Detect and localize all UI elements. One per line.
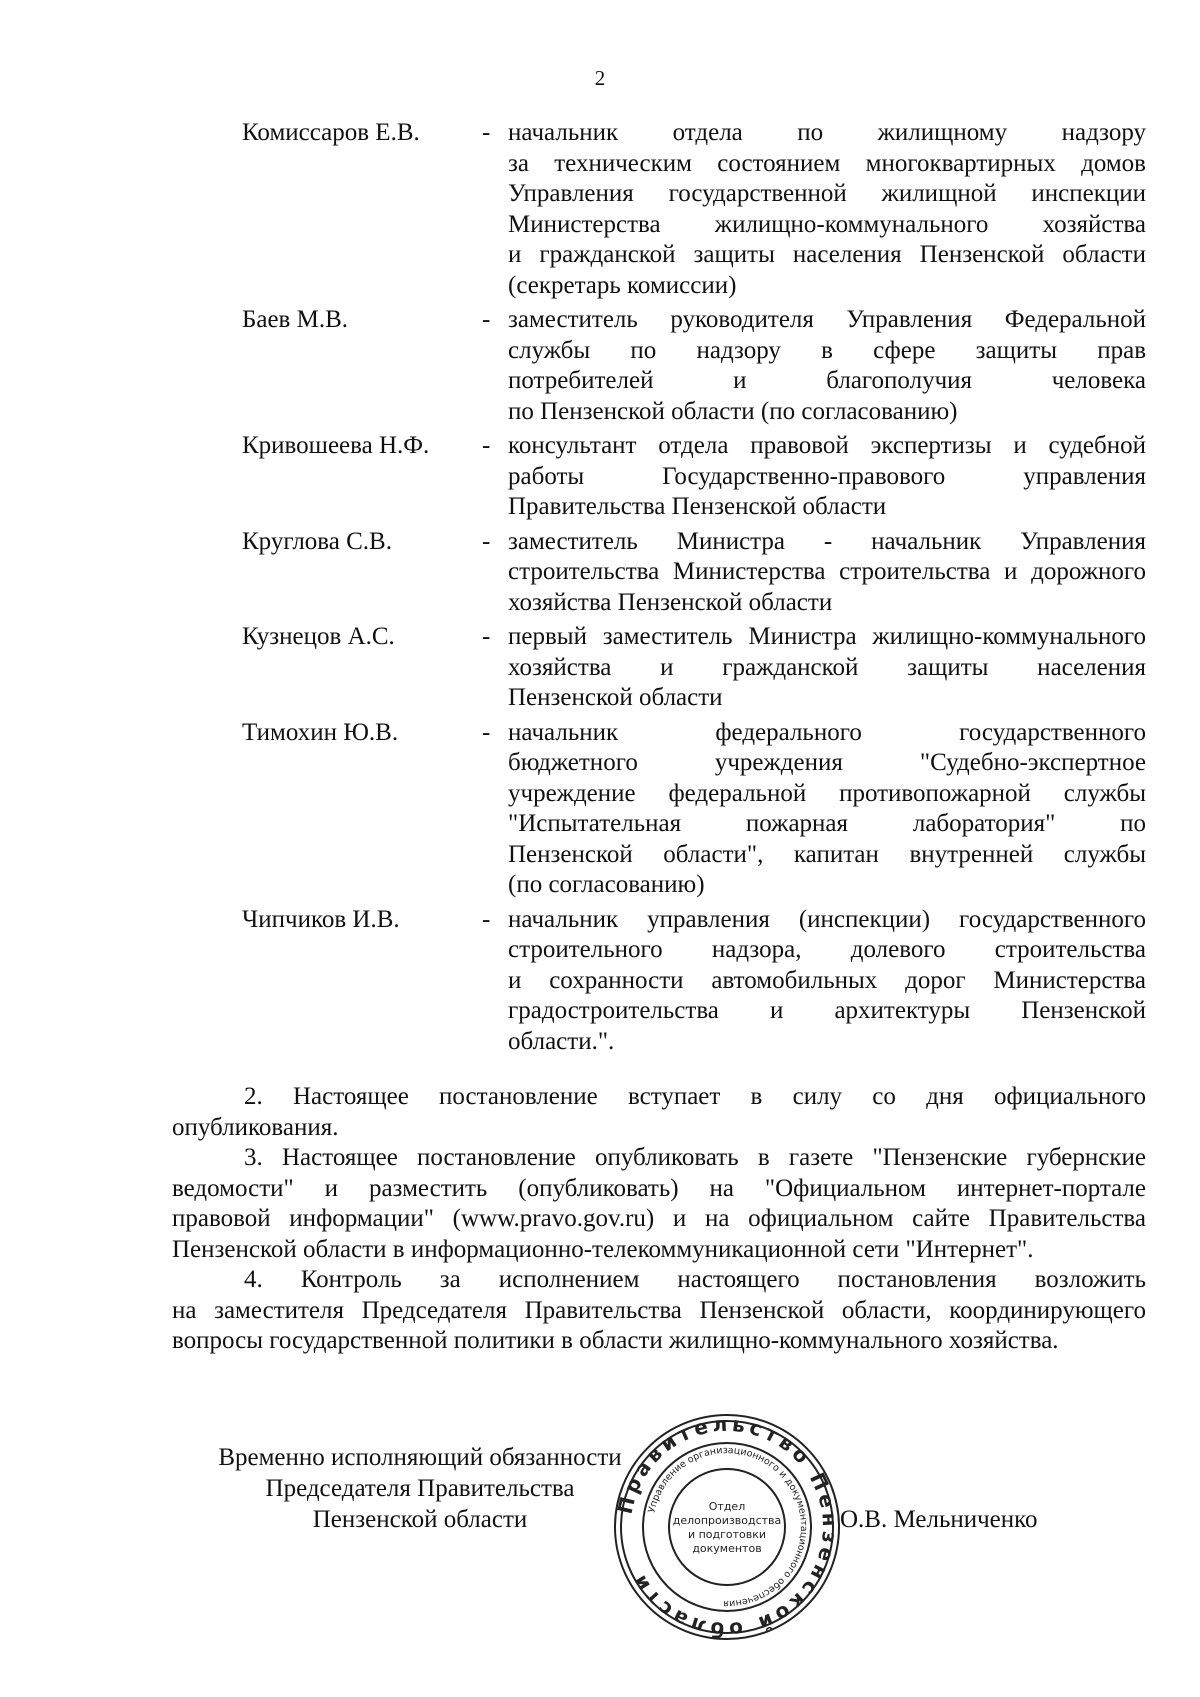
signature-block [172,1412,1146,1672]
member-role-line: градостроительства и архитектуры Пензенской [508,997,1146,1024]
member-row [242,527,1146,619]
stamp-center-line: Отдел [708,1500,746,1513]
member-role [508,431,1146,523]
member-role-line: начальник федерального государственного [508,718,1146,746]
signatory-title-line: Временно исполняющий обязанности [218,1444,622,1471]
paragraph-line: 2. Настоящее постановление вступает в силу со дня официального [244,1083,1146,1110]
member-role [508,305,1146,427]
member-role-line: Пензенской области [508,684,723,711]
member-role-line: Правительства Пензенской области [508,493,887,520]
member-role-line: хозяйства и гражданской защиты населения [508,653,1146,681]
resolution-paragraphs [172,1082,1146,1357]
stamp-center-line: документов [692,1542,762,1555]
member-role-line: консультант отдела правовой экспертизы и судебной [508,432,1146,459]
member-role [508,905,1146,1058]
member-role-line: службы по надзору в сфере защиты прав [508,336,1146,364]
member-role-line: хозяйства Пензенской области [508,588,833,616]
member-dash: - [482,432,491,459]
member-role-line: строительного надзора, долевого строительства [508,936,1146,963]
member-role-line: строительства Министерства строительства и дорожного [508,558,1146,585]
member-role-line: за техническим состоянием многоквартирных домов [508,149,1146,177]
paragraph-2 [172,1082,1146,1143]
member-name: Чипчиков И.В. [242,905,400,933]
stamp-inner-text: Управление организационного и документационного обеспечения [646,1444,810,1610]
member-role-line: учреждение федеральной противопожарной службы [508,779,1146,807]
member-role-line: заместитель Министра - начальник Управления [508,527,1146,555]
member-role-line: (по согласованию) [508,871,705,898]
signatory-name: О.В. Мельниченко [840,1506,1038,1533]
member-name: Баев М.В. [242,306,349,333]
member-row [242,905,1146,1058]
member-name: Тимохин Ю.В. [242,718,399,746]
member-role [508,622,1146,714]
paragraph-3 [172,1143,1146,1265]
member-dash: - [482,905,491,933]
member-role-line: начальник управления (инспекции) государственного [508,905,1146,933]
page-number: 2 [594,66,606,90]
member-role [508,527,1146,619]
paragraph-line: 4. Контроль за исполнением настоящего постановления возложить [244,1266,1146,1293]
member-role-line: (секретарь комиссии) [508,271,737,299]
stamp-center-line: и подготовки [687,1528,767,1541]
member-row [242,118,1146,301]
member-role-line: Министерства жилищно-коммунального хозяйства [508,210,1146,238]
member-row [242,305,1146,427]
member-name: Кузнецов А.С. [242,623,395,650]
member-name: Комиссаров Е.В. [242,119,420,146]
paragraph-line: ведомости" и разместить (опубликовать) на "Официальном интернет-портале [172,1174,1146,1202]
signatory-title [190,1442,650,1535]
stamp-center-line: делопроизводства [672,1514,782,1527]
member-role-line: и гражданской защиты населения Пензенской области [508,241,1146,268]
member-name: Круглова С.В. [242,527,392,555]
paragraph-line: опубликования. [172,1113,339,1141]
member-role-line: по Пензенской области (по согласованию) [508,397,958,425]
member-role-line: заместитель руководителя Управления Федеральной [508,306,1146,333]
stamp-outer-text: Правительство Пензенской области [612,1412,842,1642]
member-dash: - [482,119,491,146]
member-role-line: первый заместитель Министра жилищно-коммунального [508,623,1146,650]
member-role-line: "Испытательная пожарная лаборатория" по [508,810,1146,837]
paragraph-line: 3. Настоящее постановление опубликовать в газете "Пензенские губернские [244,1144,1146,1171]
official-seal-stamp [612,1412,842,1642]
member-role-line: Управления государственной жилищной инспекции [508,180,1146,207]
signatory-title-line: Пензенской области [312,1506,528,1533]
member-dash: - [482,623,491,650]
member-name: Кривошеева Н.Ф. [242,432,430,459]
member-role [508,718,1146,901]
member-dash: - [482,527,491,555]
member-role-line: работы Государственно-правового управления [508,462,1146,490]
member-dash: - [482,718,491,746]
member-role-line: и сохранности автомобильных дорог Министерства [508,966,1146,994]
member-row [242,622,1146,714]
member-role-line: бюджетного учреждения "Судебно-экспертное [508,749,1146,776]
signatory-title-line: Председателя Правительства [265,1475,575,1502]
paragraph-line: Пензенской области в информационно-телекоммуникационной сети "Интернет". [172,1235,1034,1263]
paragraph-4 [172,1265,1146,1357]
member-role [508,118,1146,301]
paragraph-line: на заместителя Председателя Правительства Пензенской области, координирующего [172,1296,1146,1324]
member-dash: - [482,306,491,333]
member-role-line: Пензенской области", капитан внутренней службы [508,840,1146,868]
member-role-line: начальник отдела по жилищному надзору [508,119,1146,146]
member-role-line: потребителей и благополучия человека [508,367,1146,394]
member-row [242,718,1146,901]
commission-members-list [242,118,1146,1061]
paragraph-line: вопросы государственной политики в области жилищно-коммунального хозяйства. [172,1327,1059,1354]
member-role-line: области.". [508,1027,615,1055]
paragraph-line: правовой информации" (www.pravo.gov.ru) и на официальном сайте Правительства [172,1205,1146,1232]
member-row [242,431,1146,523]
